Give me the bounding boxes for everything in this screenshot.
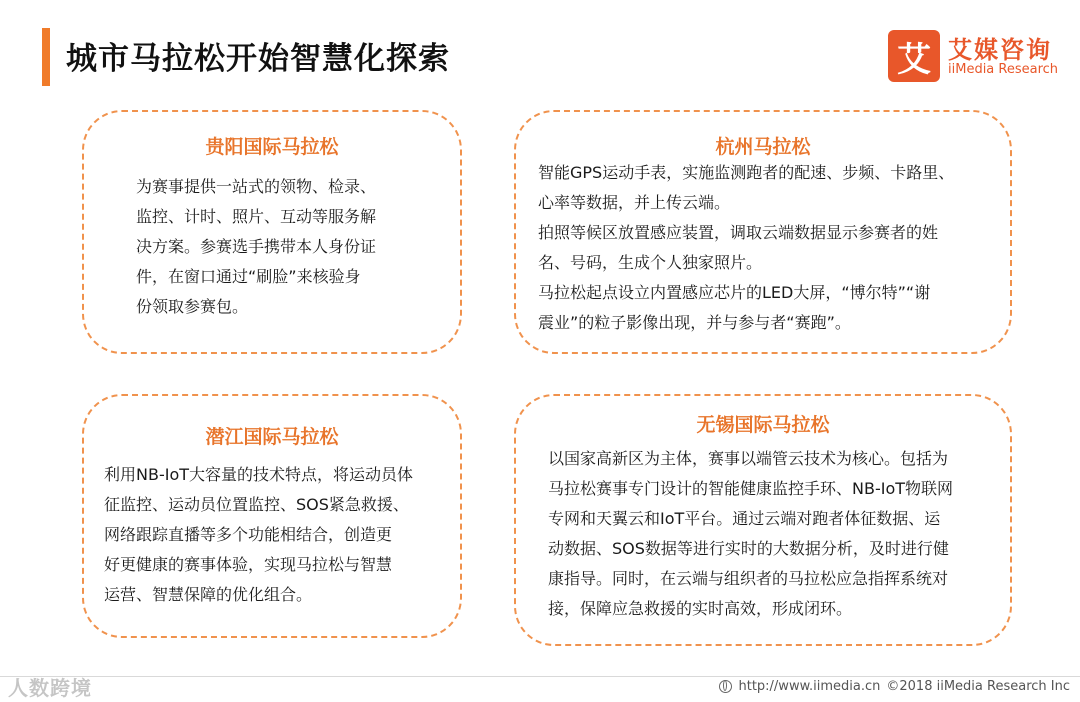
card-body [136,172,412,322]
card-line: 决方案。参赛选手携带本人身份证 [136,237,377,256]
card-line: 康指导。同时，在云端与组织者的马拉松应急指挥系统对 [548,569,949,588]
card-line: 智能GPS运动手表，实施监测跑者的配速、步频、卡路里、 [538,163,955,182]
card-body [548,444,1000,624]
card-line: 监控、计时、照片、互动等服务解 [136,207,377,226]
iimedia-logo [888,30,1068,82]
card-body [104,460,450,610]
logo-name-cn: 艾媒咨询 [948,36,1052,64]
card-line: 接，保障应急救援的实时高效，形成闭环。 [548,599,853,618]
card-line: 心率等数据，并上传云端。 [538,193,731,212]
card-qianjiang-marathon [82,394,462,638]
page-title: 城市马拉松开始智慧化探索 [66,41,450,77]
logo-name-en: iiMedia Research [948,62,1059,77]
globe-icon [719,680,732,693]
card-line: 震业”的粒子影像出现，并与参与者“赛跑”。 [538,313,851,332]
card-title: 无锡国际马拉松 [696,414,830,436]
card-wuxi-marathon [514,394,1012,646]
footer-copyright: ©2018 iiMedia Research Inc [886,679,1070,694]
card-line: 名、号码，生成个人独家照片。 [538,253,763,272]
card-line: 运营、智慧保障的优化组合。 [104,585,313,604]
card-title: 潜江国际马拉松 [205,426,339,448]
card-line: 好更健康的赛事体验，实现马拉松与智慧 [104,555,393,574]
card-hangzhou-marathon [514,110,1012,354]
card-line: 动数据、SOS数据等进行实时的大数据分析，及时进行健 [548,539,949,558]
card-guiyang-marathon [82,110,462,354]
card-line: 马拉松赛事专门设计的智能健康监控手环、NB-IoT物联网 [548,479,954,498]
footer [719,679,1070,694]
card-line: 拍照等候区放置感应装置，调取云端数据显示参赛者的姓 [538,223,939,242]
card-title: 杭州马拉松 [715,136,811,158]
card-line: 份领取参赛包。 [136,297,249,316]
footer-divider [0,676,1080,677]
card-line: 利用NB-IoT大容量的技术特点，将运动员体 [104,465,414,484]
card-body [538,158,998,338]
card-line: 网络跟踪直播等多个功能相结合，创造更 [104,525,393,544]
card-line: 专网和天翼云和IoT平台。通过云端对跑者体征数据、运 [548,509,941,528]
card-title: 贵阳国际马拉松 [205,136,339,158]
footer-url[interactable]: http://www.iimedia.cn [738,679,881,694]
title-accent-bar [42,28,50,86]
card-line: 征监控、运动员位置监控、SOS紧急救援、 [104,495,409,514]
watermark: 人数跨境 [8,676,92,700]
card-line: 为赛事提供一站式的领物、检录、 [136,177,377,196]
card-line: 马拉松起点设立内置感应芯片的LED大屏，“博尔特”“谢 [538,283,931,302]
card-line: 以国家高新区为主体，赛事以端管云技术为核心。包括为 [548,449,949,468]
card-line: 件，在窗口通过“刷脸”来核验身 [136,267,361,286]
logo-mark-icon: 艾 [888,30,940,82]
